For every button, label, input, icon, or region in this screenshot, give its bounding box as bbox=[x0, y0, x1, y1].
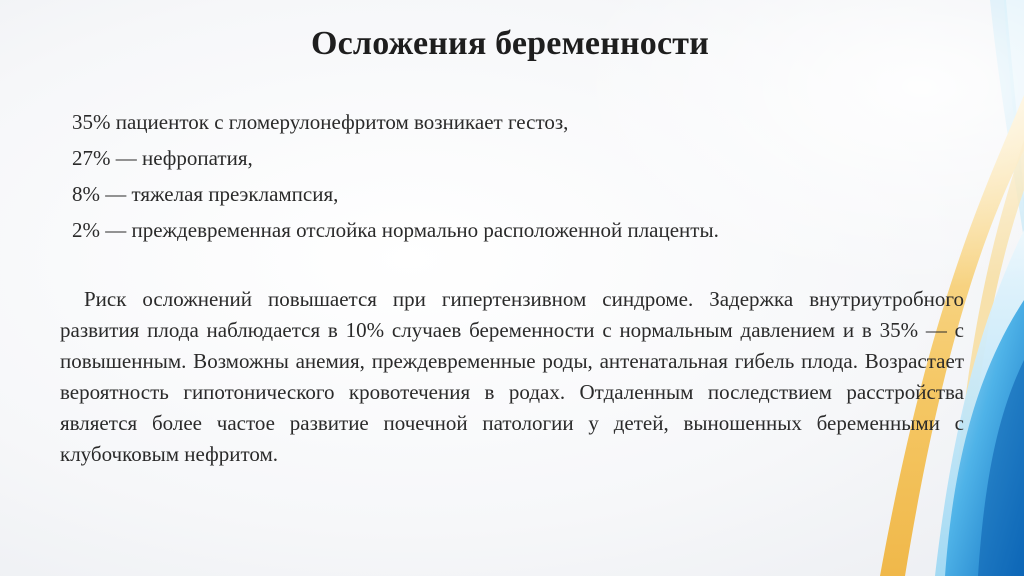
statistic-line: 27% — нефропатия, bbox=[72, 146, 253, 170]
slide-title-text: Осложения беременности bbox=[311, 25, 709, 62]
body-paragraph: Риск осложнений повышается при гипертензивном синдроме. Задержка внутриутробного развития плода наблюдается в 10% случаев беременности с нормальным давлением и в 35% — с повышенным. Возможны анемия, преждевременные роды, антенатальная гибель плода. Возрастает вероятность гипотонического кровотечения в родах. Отдаленным последствием расстройства является более частое развитие почечной патологии у детей, выношенных беременными с клубочковым нефритом. bbox=[60, 287, 964, 466]
statistic-line: 35% пациенток с гломерулонефритом возникает гестоз, bbox=[72, 110, 569, 134]
statistic-line: 8% — тяжелая преэклампсия, bbox=[72, 182, 339, 206]
statistics-list bbox=[72, 104, 932, 248]
statistic-line: 2% — преждевременная отслойка нормально расположенной плаценты. bbox=[72, 218, 719, 242]
slide-title bbox=[0, 22, 1024, 66]
